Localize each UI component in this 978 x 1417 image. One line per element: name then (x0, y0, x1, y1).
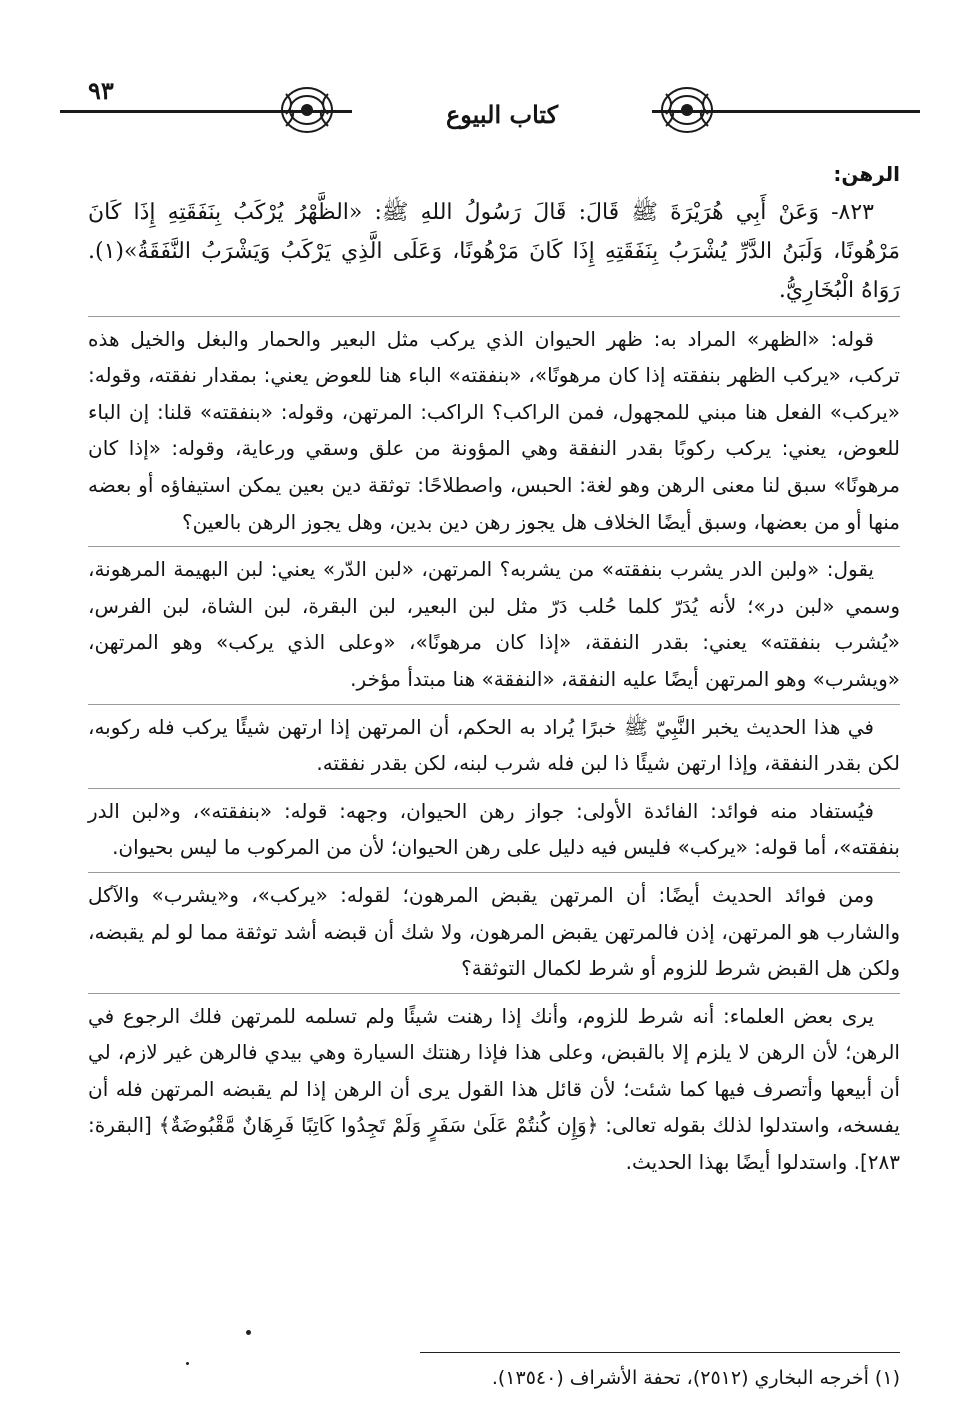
footnotes (420, 1352, 900, 1389)
hadith-text: ٨٢٣- وَعَنْ أَبِي هُرَيْرَةَ ﷺ قَالَ: قَالَ رَسُولُ اللهِ ﷺ: «الظَّهْرُ يُرْكَبُ بِنَفَقَتِهِ إِذَا كَانَ مَرْهُونًا، وَلَبَنُ الدَّرِّ يُشْرَبُ بِنَفَقَتِهِ إِذَا كَانَ مَرْهُونًا، وَعَلَى الَّذِي يَرْكَبُ وَيَشْرَبُ النَّفَقَةُ»(١). رَوَاهُ الْبُخَارِيُّ. (88, 199, 900, 303)
print-speck (246, 1330, 251, 1335)
page-number: ٩٣ (88, 76, 114, 105)
commentary-paragraph: ومن فوائد الحديث أيضًا: أن المرتهن يقبض المرهون؛ لقوله: «يركب»، و«يشرب» والآكل والشارب هو المرتهن، إذن فالمرتهن يقبض المرهون، ولا شك أن قبضه أشد توثقة مما لو لم يقبضه، ولكن هل القبض شرط للزوم أو شرط لكمال التوثقة؟ (88, 882, 900, 981)
book-title: كتاب البيوع (352, 100, 652, 130)
divider (88, 316, 900, 317)
divider (88, 546, 900, 547)
divider (88, 872, 900, 873)
commentary-paragraph: في هذا الحديث يخبر النَّبِيّ ﷺ خبرًا يُراد به الحكم، أن المرتهن إذا ارتهن شيئًا يركب فله ركوبه، لكن بقدر النفقة، وإذا ارتهن شيئًا ذا لبن فله شرب لبنه، لكن بقدر نفقته. (88, 714, 900, 776)
divider (88, 993, 900, 994)
divider (88, 788, 900, 789)
section-title: الرهن: (833, 162, 900, 186)
commentary-paragraph: قوله: «الظهر» المراد به: ظهر الحيوان الذي يركب مثل البعير والحمار والبغل والخيل هذه تركب، «يركب الظهر بنفقته إذا كان مرهونًا»، «بنفقته» الباء هنا للعوض يعني: بمقدار نفقته، وقوله: «يركب» الفعل هنا مبني للمجهول، فمن الراكب؟ الراكب: المرتهن، وقوله: «بنفقته» قلنا: إن الباء للعوض، يعني: يركب ركوبًا بقدر النفقة وهي المؤونة من علق وسقي ورعاية، وقوله: «إذا كان مرهونًا» سبق لنا معنى الرهن وهو لغة: الحبس، واصطلاحًا: توثقة دين بعين يمكن استيفاؤه أو بعضه منها أو من بعضها، وسبق أيضًا الخلاف هل يجوز رهن دين بدين، وهل يجوز الرهن بالعين؟ (88, 326, 900, 534)
left-ornament-icon (278, 84, 336, 136)
commentary-paragraph: يرى بعض العلماء: أنه شرط للزوم، وأنك إذا رهنت شيئًا ولم تسلمه للمرتهن فلك الرجوع في الرهن؛ لأن الرهن لا يلزم إلا بالقبض، وعلى هذا فإذا رهنتك السيارة وهي بيدي فالرهن غير لازم، لي أن أبيعها وأتصرف فيها كما شئت؛ لأن قائل هذا القول يرى أن الرهن إذا لم يقبضه المرتهن فله أن يفسخه، واستدلوا لذلك بقوله تعالى: ﴿وَإِن كُنتُمْ عَلَىٰ سَفَرٍ وَلَمْ تَجِدُوا كَاتِبًا فَرِهَانٌ مَّقْبُوضَةٌ﴾ [البقرة: ٢٨٣]. واستدلوا أيضًا بهذا الحديث. (88, 1003, 900, 1175)
page-header (60, 70, 920, 140)
commentary-paragraph: يقول: «ولبن الدر يشرب بنفقته» من يشربه؟ المرتهن، «لبن الدّر» يعني: لبن البهيمة المرهونة، وسمي «لبن در»؛ لأنه يُدَرّ كلما حُلب دَرّ مثل لبن البعير، لبن البقرة، لبن الشاة، لبن الفرس، «يُشرب بنفقته» يعني: بقدر النفقة، «إذا كان مرهونًا»، «وعلى الذي يركب» وهو المرتهن، «ويشرب» وهو المرتهن أيضًا عليه النفقة، «النفقة» هنا مبتدأ مؤخر. (88, 557, 900, 691)
commentary-paragraph: فيُستفاد منه فوائد: الفائدة الأولى: جواز رهن الحيوان، وجهه: قوله: «بنفقته»، و«لبن الدر بنفقته»، أما قوله: «يركب» فليس فيه دليل على رهن الحيوان؛ لأن من المركوب ما ليس بحيوان. (88, 798, 900, 860)
right-ornament-icon (658, 84, 716, 136)
footnote-rule (420, 1352, 900, 1353)
page-body (88, 156, 900, 1181)
footnote-1: (١) أخرجه البخاري (٢٥١٢)، تحفة الأشراف (١٣٥٤٠). (491, 1367, 900, 1389)
print-speck (186, 1362, 189, 1365)
divider (88, 704, 900, 705)
